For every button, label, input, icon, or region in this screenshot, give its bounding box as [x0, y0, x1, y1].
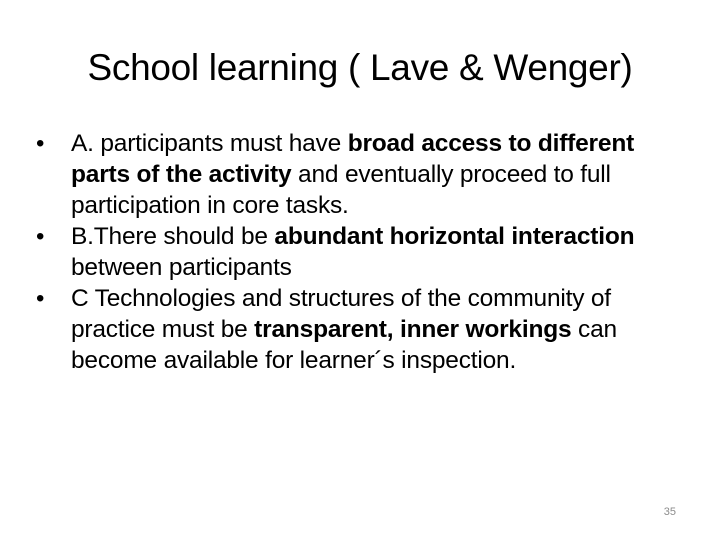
bullet-list	[36, 128, 696, 376]
bullet-text: B.There should be	[71, 223, 275, 250]
slide-title: School learning ( Lave & Wenger)	[87, 47, 633, 88]
bullet-item-a	[36, 128, 696, 221]
page-number: 35	[663, 506, 676, 518]
bullet-item-b	[36, 221, 696, 283]
bullet-text: between participants	[71, 254, 292, 281]
bullet-text: can become available for learner´s inspection.	[71, 316, 617, 374]
bullet-bold-text: abundant horizontal interaction	[274, 223, 635, 250]
bullet-bold-text: transparent, inner workings	[254, 316, 572, 343]
bullet-text: C Technologies and structures of the community of practice must be	[71, 285, 611, 343]
bullet-marker: •	[36, 285, 45, 312]
bullet-marker: •	[36, 223, 45, 250]
bullet-marker: •	[36, 130, 45, 157]
bullet-text: and eventually proceed to full participation in core tasks.	[71, 161, 611, 219]
bullet-bold-text: broad access to different parts of the activity	[71, 130, 635, 188]
bullet-item-c	[36, 283, 696, 376]
bullet-text: A. participants must have	[71, 130, 348, 157]
